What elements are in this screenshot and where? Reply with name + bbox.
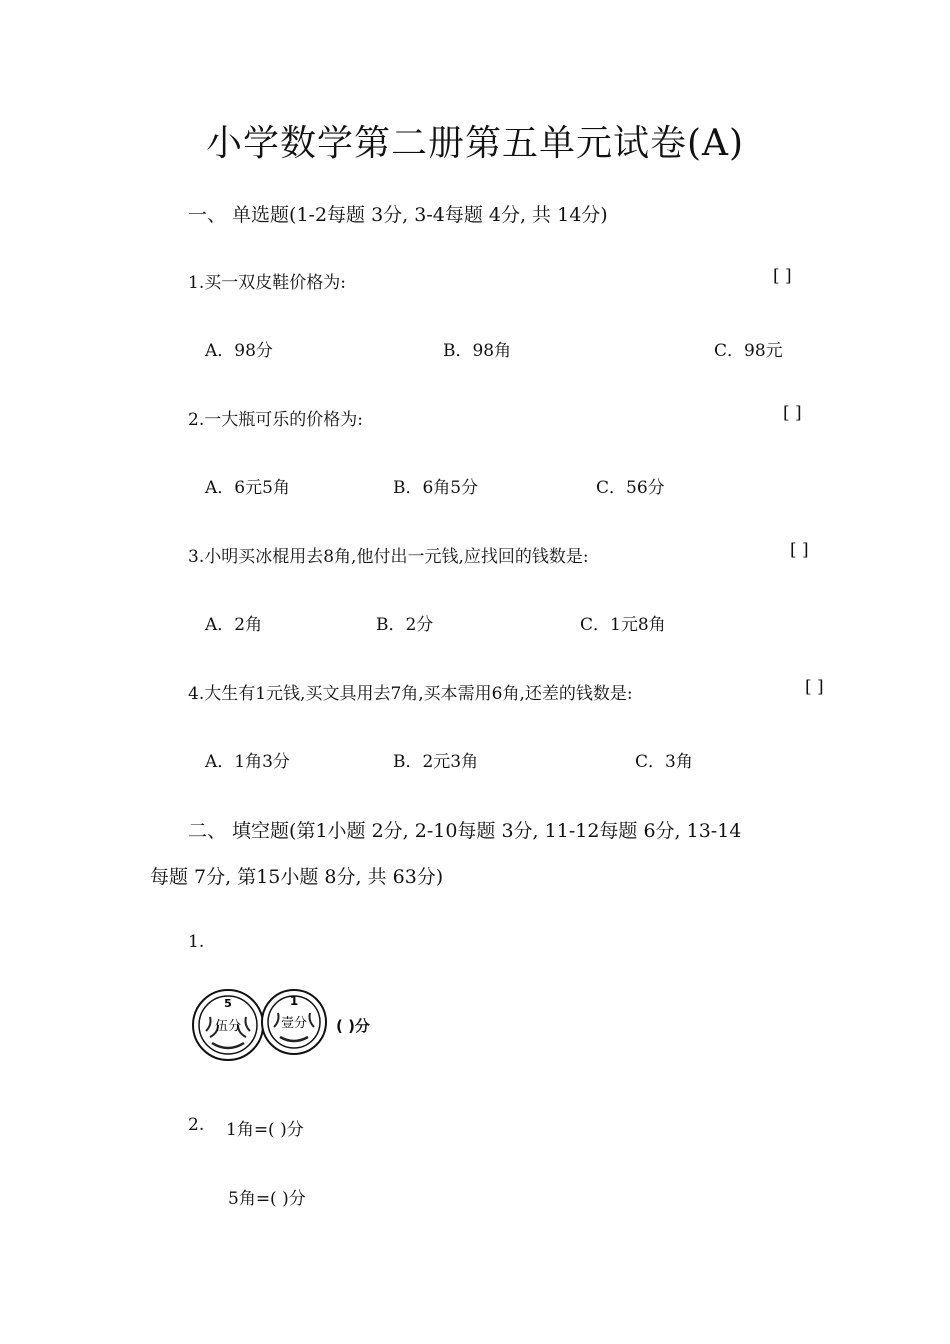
question-1-option-a: A．98分: [205, 341, 273, 361]
fill-question-2-line2: 5角=( )分: [228, 1189, 306, 1209]
question-4-answer-bracket: [ ]: [805, 677, 824, 697]
question-4-option-c: C．3角: [635, 752, 693, 772]
coin-1-numeral: 5: [224, 997, 232, 1010]
question-3-text: 3.小明买冰棍用去8角,他付出一元钱,应找回的钱数是:: [188, 547, 589, 567]
section2-heading-line1: 二、 填空题(第1小题 2分, 2-10每题 3分, 11-12每题 6分, 13-14: [188, 820, 742, 842]
question-1-option-b: B．98角: [443, 341, 512, 361]
page-title: 小学数学第二册第五单元试卷(A): [205, 123, 745, 164]
coins-image: [190, 985, 340, 1065]
five-fen-coin-icon: [193, 990, 263, 1060]
question-1-answer-bracket: [ ]: [773, 266, 792, 286]
coin-2-text: 壹分: [280, 1016, 308, 1031]
coin-1-text: 伍分: [214, 1019, 242, 1034]
question-2-option-a: A．6元5角: [205, 478, 290, 498]
fill-question-1-answer: ( )分: [336, 1017, 370, 1035]
section2-heading-line2: 每题 7分, 第15小题 8分, 共 63分): [150, 866, 444, 888]
question-3-answer-bracket: [ ]: [790, 540, 809, 560]
fill-question-2-line1: 1角=( )分: [226, 1120, 304, 1140]
question-4-option-a: A．1角3分: [205, 752, 290, 772]
question-3-option-b: B．2分: [376, 615, 434, 635]
question-3-option-c: C．1元8角: [580, 615, 666, 635]
question-1-option-c: C．98元: [714, 341, 783, 361]
fill-question-2-label: 2.: [188, 1115, 205, 1135]
question-2-option-b: B．6角5分: [393, 478, 479, 498]
question-2-text: 2.一大瓶可乐的价格为:: [188, 410, 363, 430]
question-4-option-b: B．2元3角: [393, 752, 479, 772]
question-2-answer-bracket: [ ]: [783, 403, 802, 423]
question-2-option-c: C．56分: [596, 478, 665, 498]
question-1-text: 1.买一双皮鞋价格为:: [188, 273, 346, 293]
fill-question-1-label: 1.: [188, 932, 205, 952]
coin-2-numeral: 1: [289, 994, 299, 1008]
question-3-option-a: A．2角: [205, 615, 263, 635]
question-4-text: 4.大生有1元钱,买文具用去7角,买本需用6角,还差的钱数是:: [188, 684, 633, 704]
one-fen-coin-icon: [262, 990, 326, 1054]
section1-heading: 一、 单选题(1-2每题 3分, 3-4每题 4分, 共 14分): [188, 204, 608, 226]
coins-illustration: [190, 985, 340, 1065]
